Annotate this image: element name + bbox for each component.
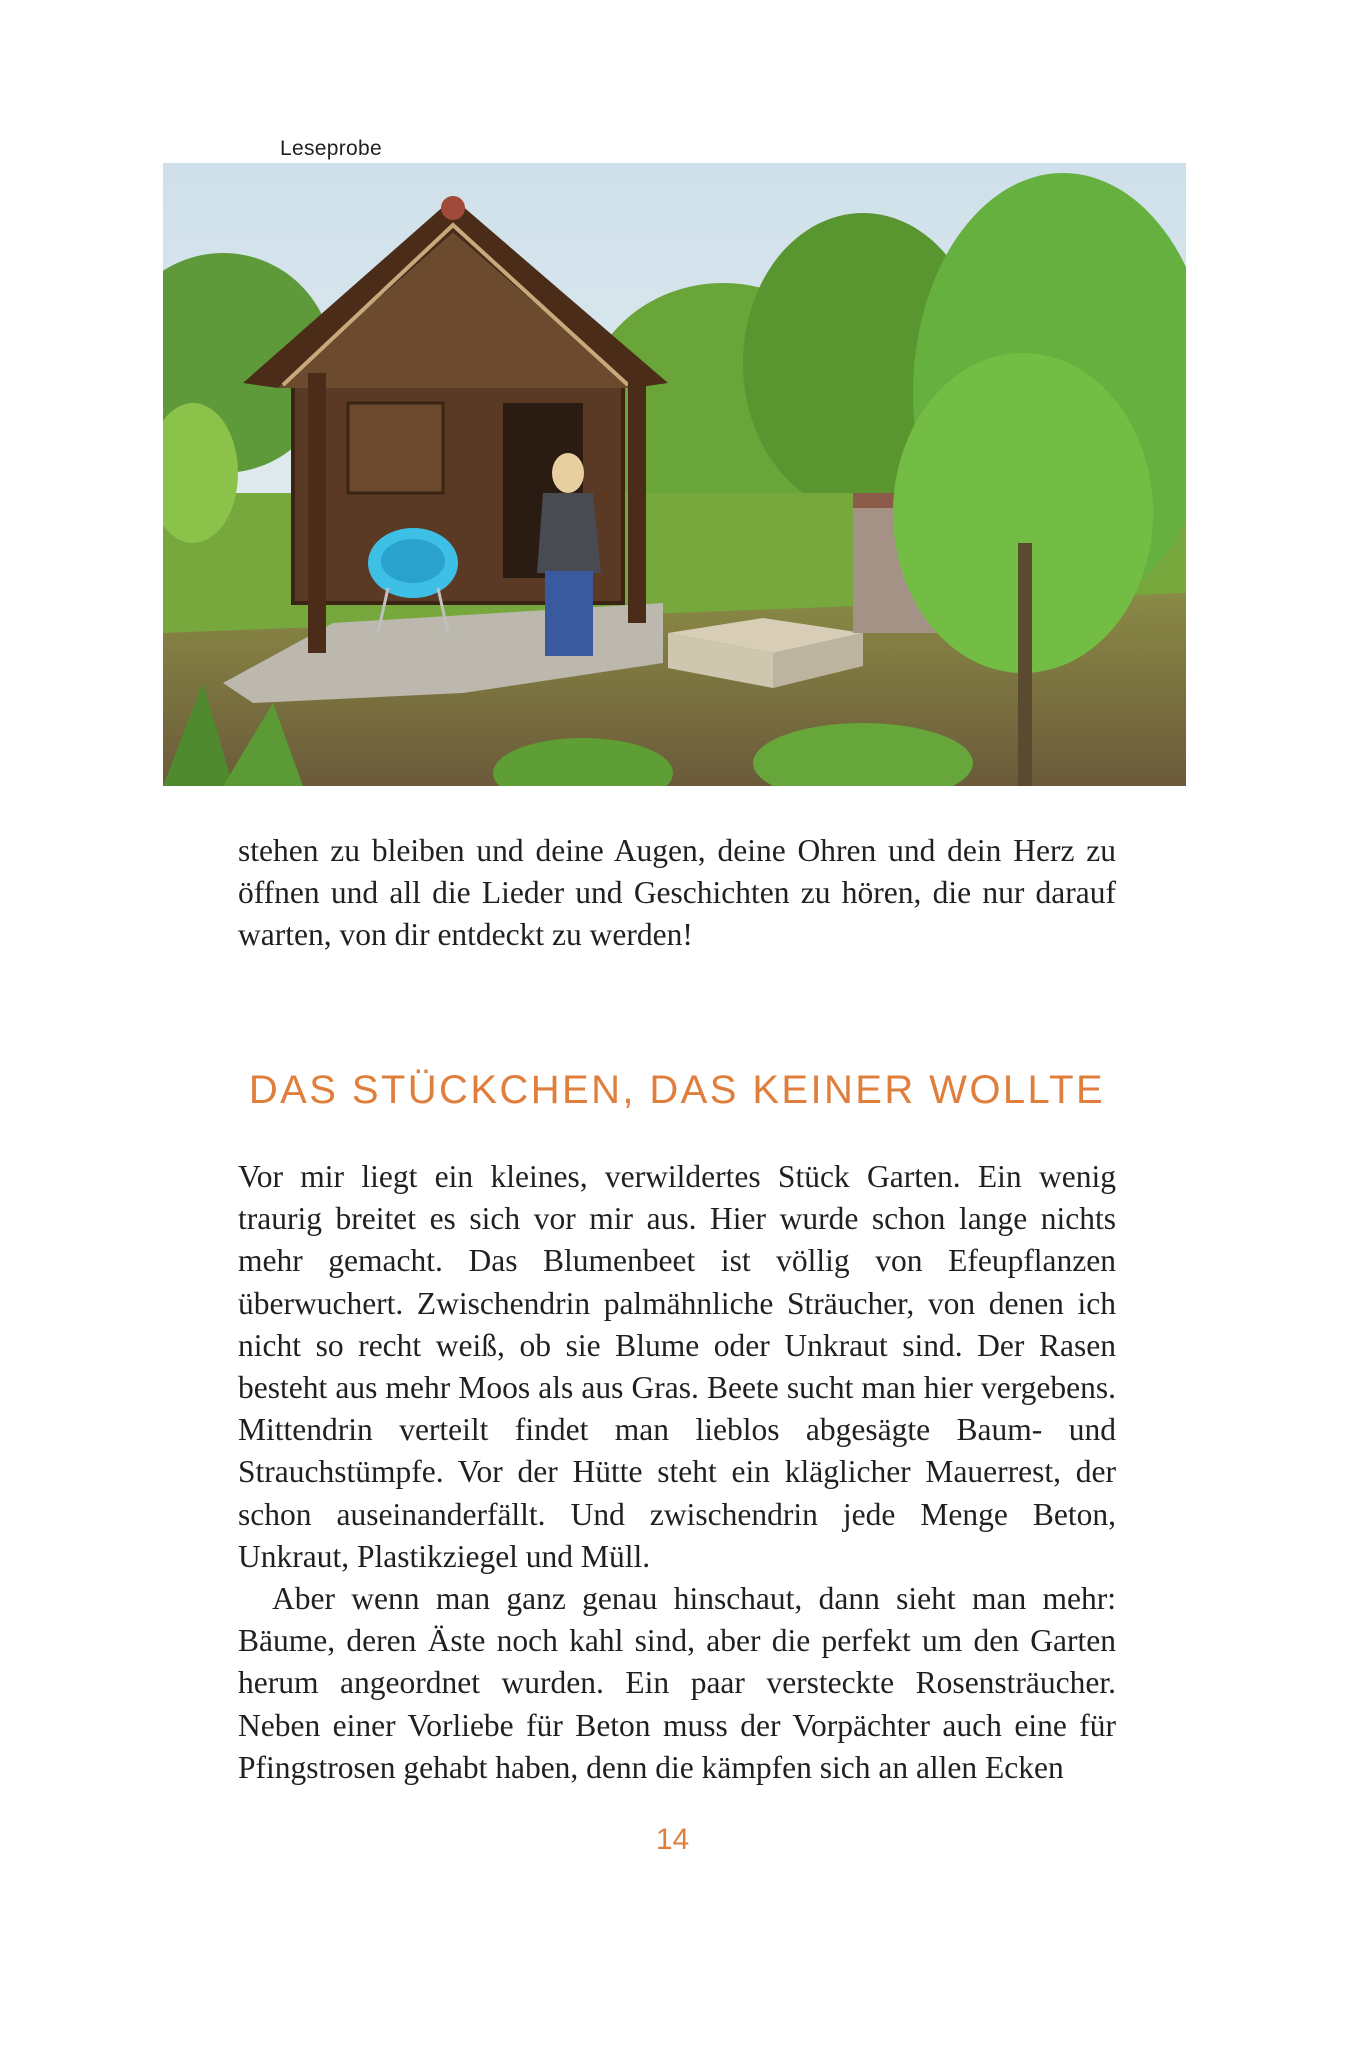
garden-hut-photo bbox=[163, 163, 1186, 786]
intro-paragraph bbox=[238, 830, 1116, 957]
page-number: 14 bbox=[655, 1823, 690, 1856]
body-paragraph-2: Aber wenn man ganz genau hinschaut, dann sieht man mehr: Bäume, deren Äste noch kahl sind, aber die perfekt um den Garten herum angeordnet wurden. Ein paar versteckte Rosensträucher. Neben einer Vorliebe für Beton muss der Vorpächter auch eine für Pfingstrosen gehabt haben, denn die kämpfen sich an allen Ecken bbox=[238, 1581, 1116, 1785]
intro-text: stehen zu bleiben und deine Augen, deine Ohren und dein Herz zu öffnen und all die Lieder und Geschichten zu hören, die nur darauf warten, von dir entdeckt zu werden! bbox=[238, 833, 1116, 953]
garden-hut-illustration bbox=[163, 163, 1186, 786]
section-heading: DAS STÜCKCHEN, DAS KEINER WOLLTE bbox=[248, 1068, 1106, 1112]
sample-label: Leseprobe bbox=[280, 137, 382, 160]
body-paragraph-1: Vor mir liegt ein kleines, verwildertes Stück Garten. Ein wenig traurig breitet es sich vor mir aus. Hier wurde schon lange nichts mehr gemacht. Das Blumenbeet ist völlig von Efeupflanzen überwuchert. Zwischendrin palmähnliche Sträucher, von denen ich nicht so recht weiß, ob sie Blume oder Unkraut sind. Der Rasen besteht aus mehr Moos als aus Gras. Beete sucht man hier vergebens. Mittendrin verteilt findet man lieblos abgesägte Baum- und Strauchstümpfe. Vor der Hütte steht ein kläglicher Mauerrest, der schon auseinanderfällt. Und zwischendrin jede Menge Beton, Unkraut, Plastikziegel und Müll. bbox=[238, 1159, 1116, 1574]
section-body bbox=[238, 1156, 1116, 1789]
